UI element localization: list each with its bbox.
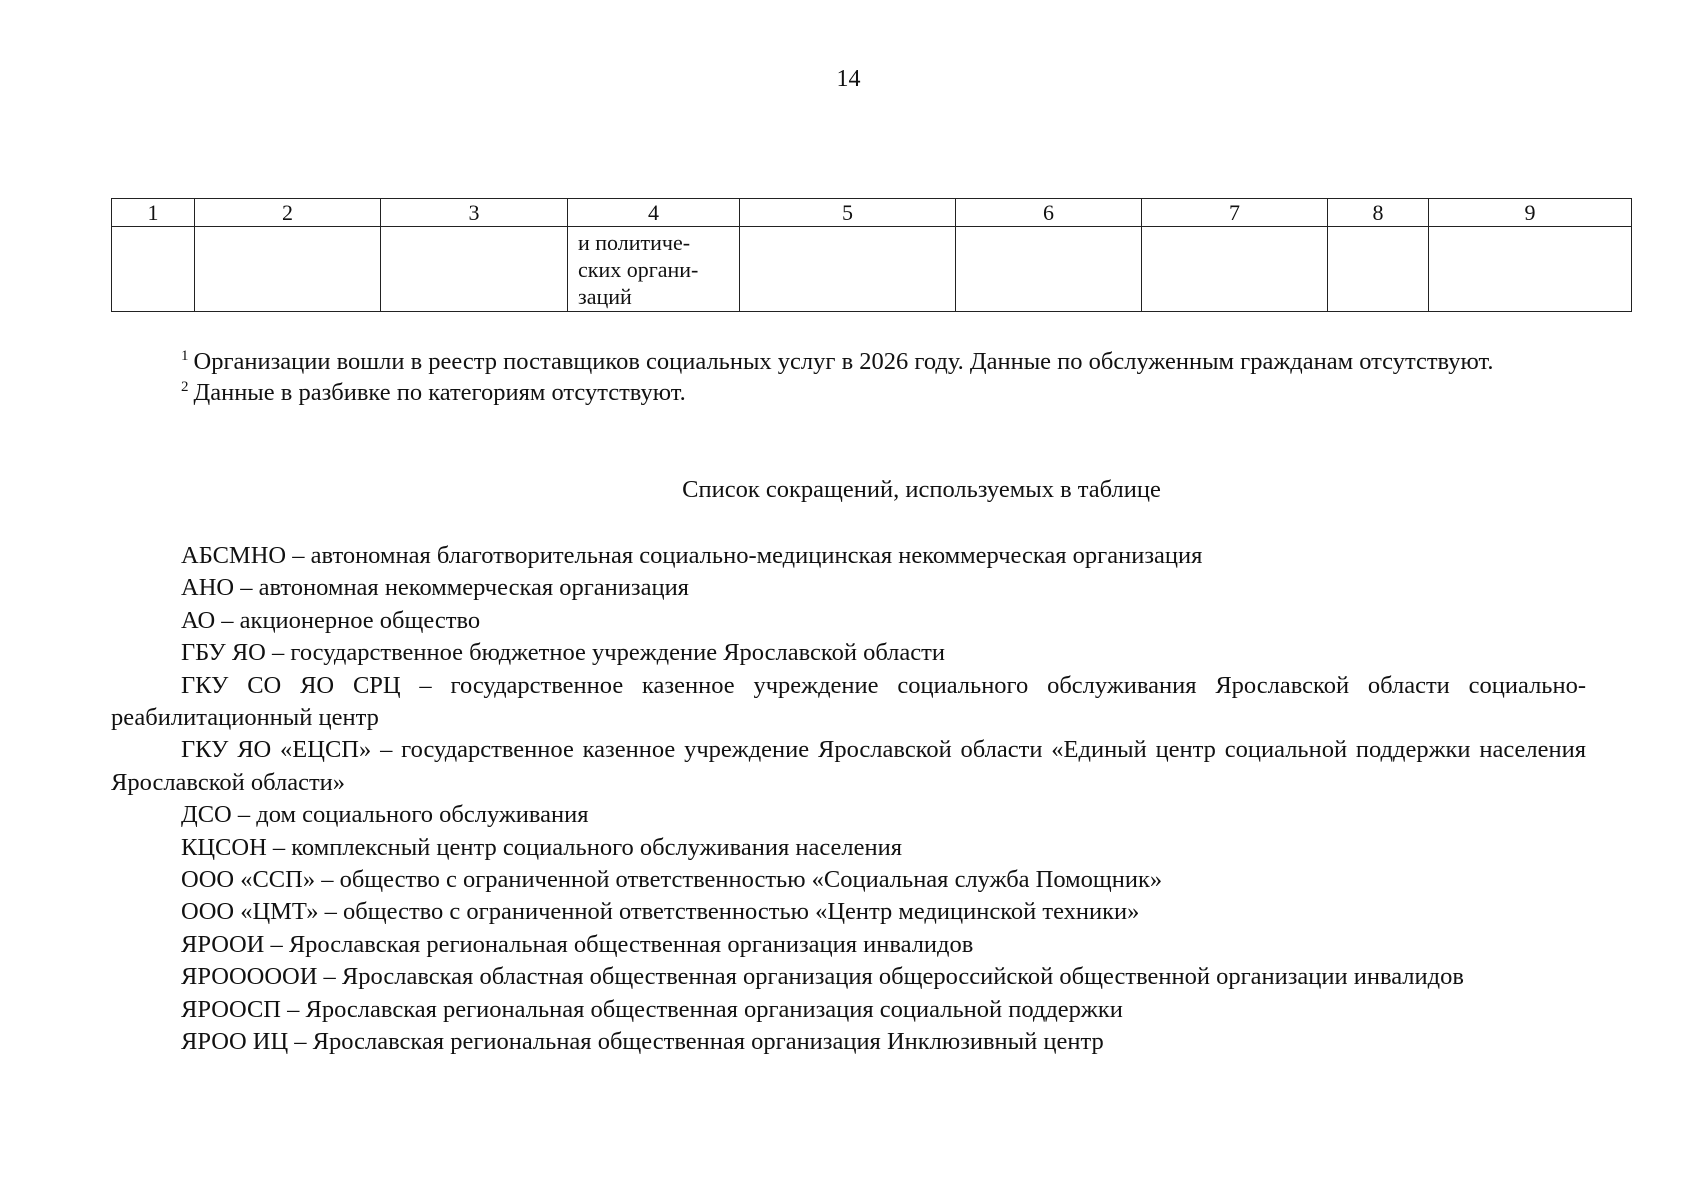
abbreviations-list: [111, 540, 1586, 1059]
table-cell: [1328, 227, 1429, 312]
table-cell: [740, 227, 956, 312]
page-number: 14: [836, 66, 861, 92]
column-header: 7: [1142, 199, 1328, 227]
column-header: 5: [740, 199, 956, 227]
list-item: ЯРОО ИЦ – Ярославская региональная общественная организация Инклюзивный центр: [181, 1028, 1104, 1056]
continuation-table: [111, 198, 1632, 312]
column-header: 2: [195, 199, 381, 227]
column-header: 3: [381, 199, 568, 227]
column-header: 1: [112, 199, 195, 227]
list-item: АО – акционерное общество: [181, 606, 481, 634]
column-header: 4: [568, 199, 740, 227]
table-cell: [1429, 227, 1632, 312]
footnote-text: Организации вошли в реестр поставщиков социальных услуг в 2026 году. Данные по обслуженным гражданам отсутствуют.: [193, 348, 1494, 375]
table-cell: [112, 227, 195, 312]
list-item: ЯРООСП – Ярославская региональная общественная организация социальной поддержки: [181, 995, 1123, 1023]
table-cell: и политиче- ских органи- заций: [568, 227, 740, 312]
abbreviations-title: Список сокращений, используемых в таблице: [682, 476, 1161, 503]
table-cell: [195, 227, 381, 312]
list-item: ДСО – дом социального обслуживания: [181, 801, 589, 829]
footnote-2: [111, 377, 1586, 408]
list-item: ГКУ ЯО «ЕЦСП» – государственное казенное учреждение Ярославской области «Единый центр социальной поддержки населения Ярославской области»: [111, 736, 1586, 796]
footnote-mark: 1: [181, 348, 189, 364]
list-item: АНО – автономная некоммерческая организация: [181, 574, 689, 602]
column-header: 6: [956, 199, 1142, 227]
footnotes: [111, 346, 1586, 408]
list-item: АБСМНО – автономная благотворительная социально-медицинская некоммерческая организация: [181, 542, 1203, 569]
footnote-mark: 2: [181, 379, 189, 395]
table-cell: [381, 227, 568, 312]
table-row: [112, 227, 1632, 312]
list-item: ГКУ СО ЯО СРЦ – государственное казенное учреждение социального обслуживания Ярославской области социально-реабилитационный центр: [111, 671, 1586, 732]
footnote-1: [111, 346, 1586, 377]
list-item: ООО «ССП» – общество с ограниченной ответственностью «Социальная служба Помощник»: [181, 866, 1163, 894]
column-header: 9: [1429, 199, 1632, 227]
list-item: КЦСОН – комплексный центр социального обслуживания населения: [181, 833, 903, 861]
column-header: 8: [1328, 199, 1429, 227]
table-header-row: [112, 199, 1632, 227]
list-item: ЯРООИ – Ярославская региональная общественная организация инвалидов: [181, 930, 974, 958]
list-item: ГБУ ЯО – государственное бюджетное учреждение Ярославской области: [181, 639, 945, 667]
list-item: ООО «ЦМТ» – общество с ограниченной ответственностью «Центр медицинской техники»: [181, 898, 1140, 926]
list-item: ЯРОООООИ – Ярославская областная общественная организация общероссийской общественной организации инвалидов: [181, 963, 1464, 991]
footnote-text: Данные в разбивке по категориям отсутствуют.: [193, 379, 686, 406]
table-cell: [956, 227, 1142, 312]
table-cell: [1142, 227, 1328, 312]
